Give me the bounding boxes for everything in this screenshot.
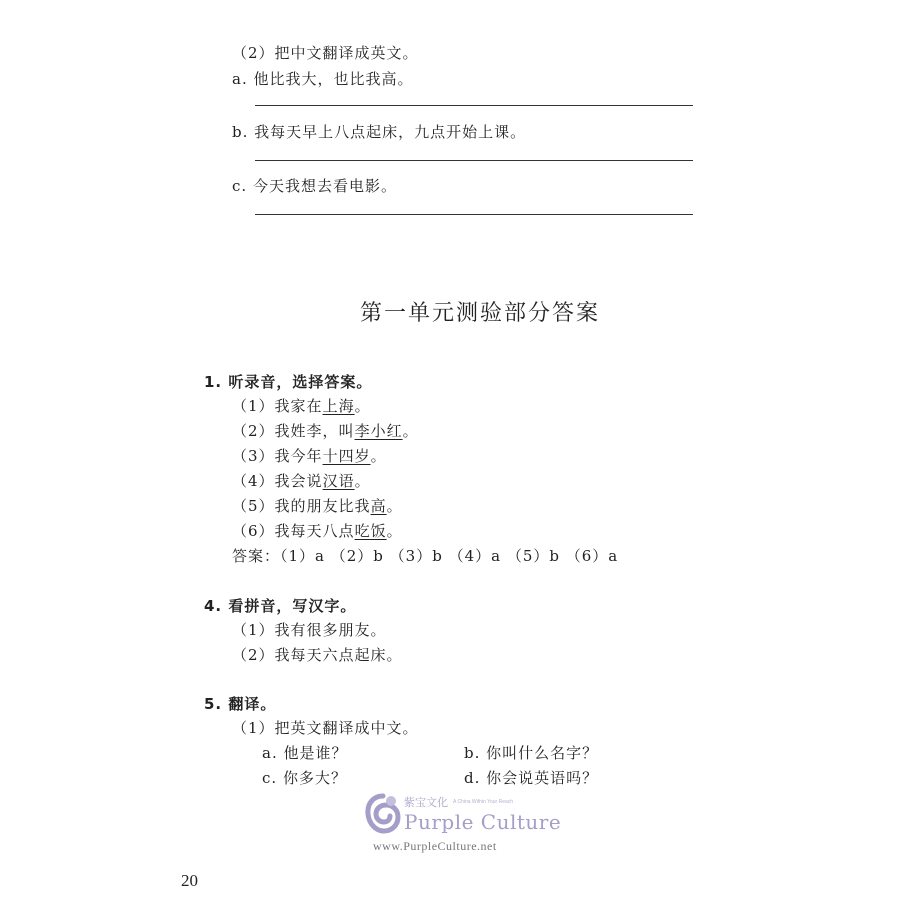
item-punct: 。 [354,472,371,490]
watermark-url: www.PurpleCulture.net [373,839,497,853]
translate-item-a [262,742,348,763]
item-text: 他比我大，也比我高。 [253,70,414,88]
answer-line-a[interactable] [255,105,693,106]
underlined-answer: 高 [370,497,387,515]
section-4-heading: 4. 看拼音，写汉字。 [204,597,357,615]
underlined-answer: 上海 [322,397,355,415]
translate-item-b [464,742,598,763]
item-text: 我每天早上八点起床，九点开始上课。 [254,123,527,141]
exercise-2-heading: （2）把中文翻译成英文。 [232,44,419,62]
item-text: 我每天八点 [274,522,355,540]
answer-line-c[interactable] [255,214,693,215]
underlined-answer: 汉语 [322,472,355,490]
pinyin-item-1: （1）我有很多朋友。 [232,621,387,639]
listen-item-4 [232,470,371,491]
item-punct: 。 [354,397,371,415]
item-label: a. [262,744,278,762]
listen-item-5 [232,495,403,516]
section-1-answers: 答案：（1）a （2）b （3）b （4）a （5）b （6）a [232,547,619,565]
item-punct: 。 [386,497,403,515]
listen-item-3 [232,445,387,466]
item-text: 今天我想去看电影。 [252,177,397,195]
item-text: 我家在 [274,397,323,415]
underlined-answer: 李小红 [354,422,403,440]
item-number: （5） [232,497,275,515]
exercise-item-b [232,121,526,142]
item-text: 我的朋友比我 [274,497,371,515]
item-label: b. [464,744,481,762]
item-punct: 。 [370,447,387,465]
section-1-heading: 1. 听录音，选择答案。 [204,373,373,391]
section-5-subheading: （1）把英文翻译成中文。 [232,719,419,737]
item-label: b. [232,123,249,141]
purple-culture-logo-icon [365,793,401,835]
listen-item-1 [232,395,371,416]
watermark-tagline: A China Within Your Reach [453,799,514,805]
item-label: d. [464,769,481,787]
item-number: （4） [232,472,275,490]
item-text: 你会说英语吗？ [486,769,599,787]
watermark-brand: Purple Culture [404,810,562,834]
answer-key-title: 第一单元测验部分答案 [359,301,600,326]
item-text: 我姓李，叫 [274,422,355,440]
item-text: 他是谁？ [283,744,348,762]
section-5-heading: 5. 翻译。 [204,695,277,713]
item-text: 你多大？ [282,769,347,787]
item-text: 你叫什么名字？ [486,744,599,762]
translate-item-c [262,767,347,788]
item-label: a. [232,70,248,88]
answer-line-b[interactable] [255,160,693,161]
item-number: （6） [232,522,275,540]
underlined-answer: 吃饭 [354,522,387,540]
translate-item-d [464,767,598,788]
item-punct: 。 [402,422,419,440]
item-number: （2） [232,422,275,440]
exercise-item-a [232,68,414,89]
item-label: c. [262,769,278,787]
item-punct: 。 [386,522,403,540]
item-text: 我会说 [274,472,323,490]
page-number: 20 [181,871,198,890]
item-number: （1） [232,397,275,415]
pinyin-item-2: （2）我每天六点起床。 [232,646,403,664]
listen-item-2 [232,420,419,441]
watermark-chinese: 紫宝文化 [404,796,448,809]
underlined-answer: 十四岁 [322,447,371,465]
item-text: 我今年 [274,447,323,465]
item-label: c. [232,177,248,195]
exercise-item-c [232,175,397,196]
item-number: （3） [232,447,275,465]
listen-item-6 [232,520,403,541]
